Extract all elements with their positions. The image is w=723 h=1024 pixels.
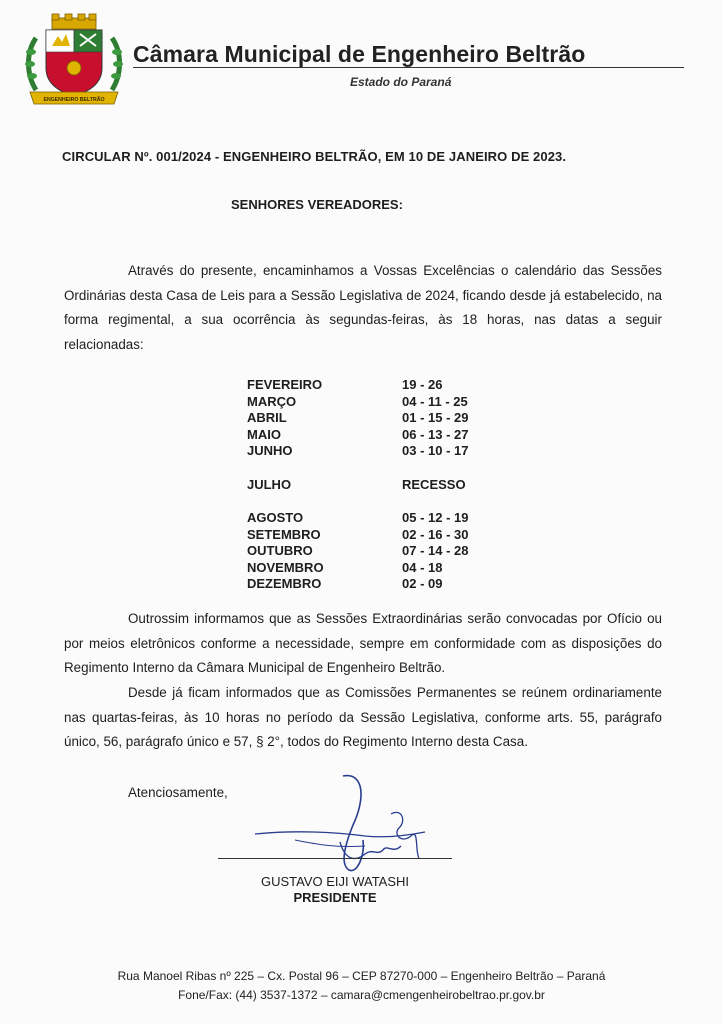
schedule-dates: 05 - 12 - 19: [402, 510, 469, 525]
schedule-row: [247, 443, 507, 460]
schedule-dates: 01 - 15 - 29: [402, 410, 469, 425]
paragraph-introduction: Através do presente, encaminhamos a Vossas Excelências o calendário das Sessões Ordinárias desta Casa de Leis para a Sessão Legislativa de 2024, ficando desde já estabelecido, na forma regimental, a sua ocorrência às segundas-feiras, às 18 horas, nas datas a seguir relacionadas:: [64, 263, 662, 352]
schedule-month: FEVEREIRO: [247, 377, 323, 392]
footer-contact: Fone/Fax: (44) 3537-1372 – camara@cmengenheirobeltrao.pr.gov.br: [178, 988, 545, 1002]
paragraph-extraordinary-sessions: Outrossim informamos que as Sessões Extraordinárias serão convocadas por Ofício ou por meios eletrônicos conforme a necessidade, sempre em conformidade com as disposições do Regimento Interno da Câmara Municipal de Engenheiro Beltrão.: [64, 611, 662, 675]
signature-line: [218, 858, 452, 859]
schedule-dates: 06 - 13 - 27: [402, 426, 469, 442]
schedule-dates: 02 - 09: [402, 576, 443, 591]
header-divider: [133, 67, 684, 68]
coat-of-arms-icon: [22, 12, 126, 108]
institution-title: Câmara Municipal de Engenheiro Beltrão: [133, 41, 586, 67]
schedule-month: OUTUBRO: [247, 543, 313, 558]
schedule-month: JUNHO: [247, 443, 293, 458]
signer-role: PRESIDENTE: [293, 890, 377, 905]
signer-name: GUSTAVO EIJI WATASHI: [260, 874, 410, 889]
schedule-dates: 02 - 16 - 30: [402, 526, 469, 542]
schedule-row: [247, 427, 507, 444]
schedule-row: [247, 394, 507, 411]
footer: [0, 967, 723, 1005]
schedule-row: [247, 410, 507, 427]
handwritten-signature-icon: [215, 770, 465, 890]
schedule-month: AGOSTO: [247, 510, 304, 525]
schedule-month: SETEMBRO: [247, 526, 321, 542]
schedule-dates: 04 - 11 - 25: [402, 393, 468, 409]
circular-reference: CIRCULAR Nº. 001/2024 - ENGENHEIRO BELTRÃO, EM 10 DE JANEIRO DE 2023.: [62, 149, 567, 164]
schedule-month: MARÇO: [247, 393, 297, 409]
schedule-row: [247, 560, 507, 577]
schedule-row: [247, 477, 507, 494]
schedule-month: MAIO: [247, 426, 281, 442]
schedule-dates: 03 - 10 - 17: [402, 443, 469, 458]
schedule-month: ABRIL: [247, 410, 287, 425]
footer-address: Rua Manoel Ribas nº 225 – Cx. Postal 96 – CEP 87270-000 – Engenheiro Beltrão – Paraná: [117, 969, 606, 983]
schedule-dates: RECESSO: [402, 476, 466, 492]
schedule-row: [247, 377, 507, 394]
schedule-month: DEZEMBRO: [247, 576, 322, 591]
schedule-row: [247, 510, 507, 527]
schedule-month: JULHO: [247, 476, 292, 492]
schedule-dates: 19 - 26: [402, 377, 443, 392]
salutation: SENHORES VEREADORES:: [231, 197, 403, 212]
schedule-month: NOVEMBRO: [247, 559, 324, 575]
institution-subtitle: Estado do Paraná: [350, 75, 452, 89]
paragraph-permanent-committees: Desde já ficam informados que as Comissões Permanentes se reúnem ordinariamente nas quartas-feiras, às 10 horas no período da Sessão Legislativa, conforme arts. 55, parágrafo único, 56, parágrafo único e 57, § 2°, todos do Regimento Interno desta Casa.: [64, 685, 662, 749]
session-schedule: [247, 377, 507, 593]
schedule-dates: 07 - 14 - 28: [402, 543, 469, 558]
closing: Atenciosamente,: [128, 785, 228, 800]
schedule-row: [247, 527, 507, 544]
schedule-dates: 04 - 18: [402, 559, 443, 575]
schedule-row: [247, 543, 507, 560]
schedule-row: [247, 576, 507, 593]
crest-ribbon-label: ENGENHEIRO BELTRÃO: [43, 97, 105, 103]
